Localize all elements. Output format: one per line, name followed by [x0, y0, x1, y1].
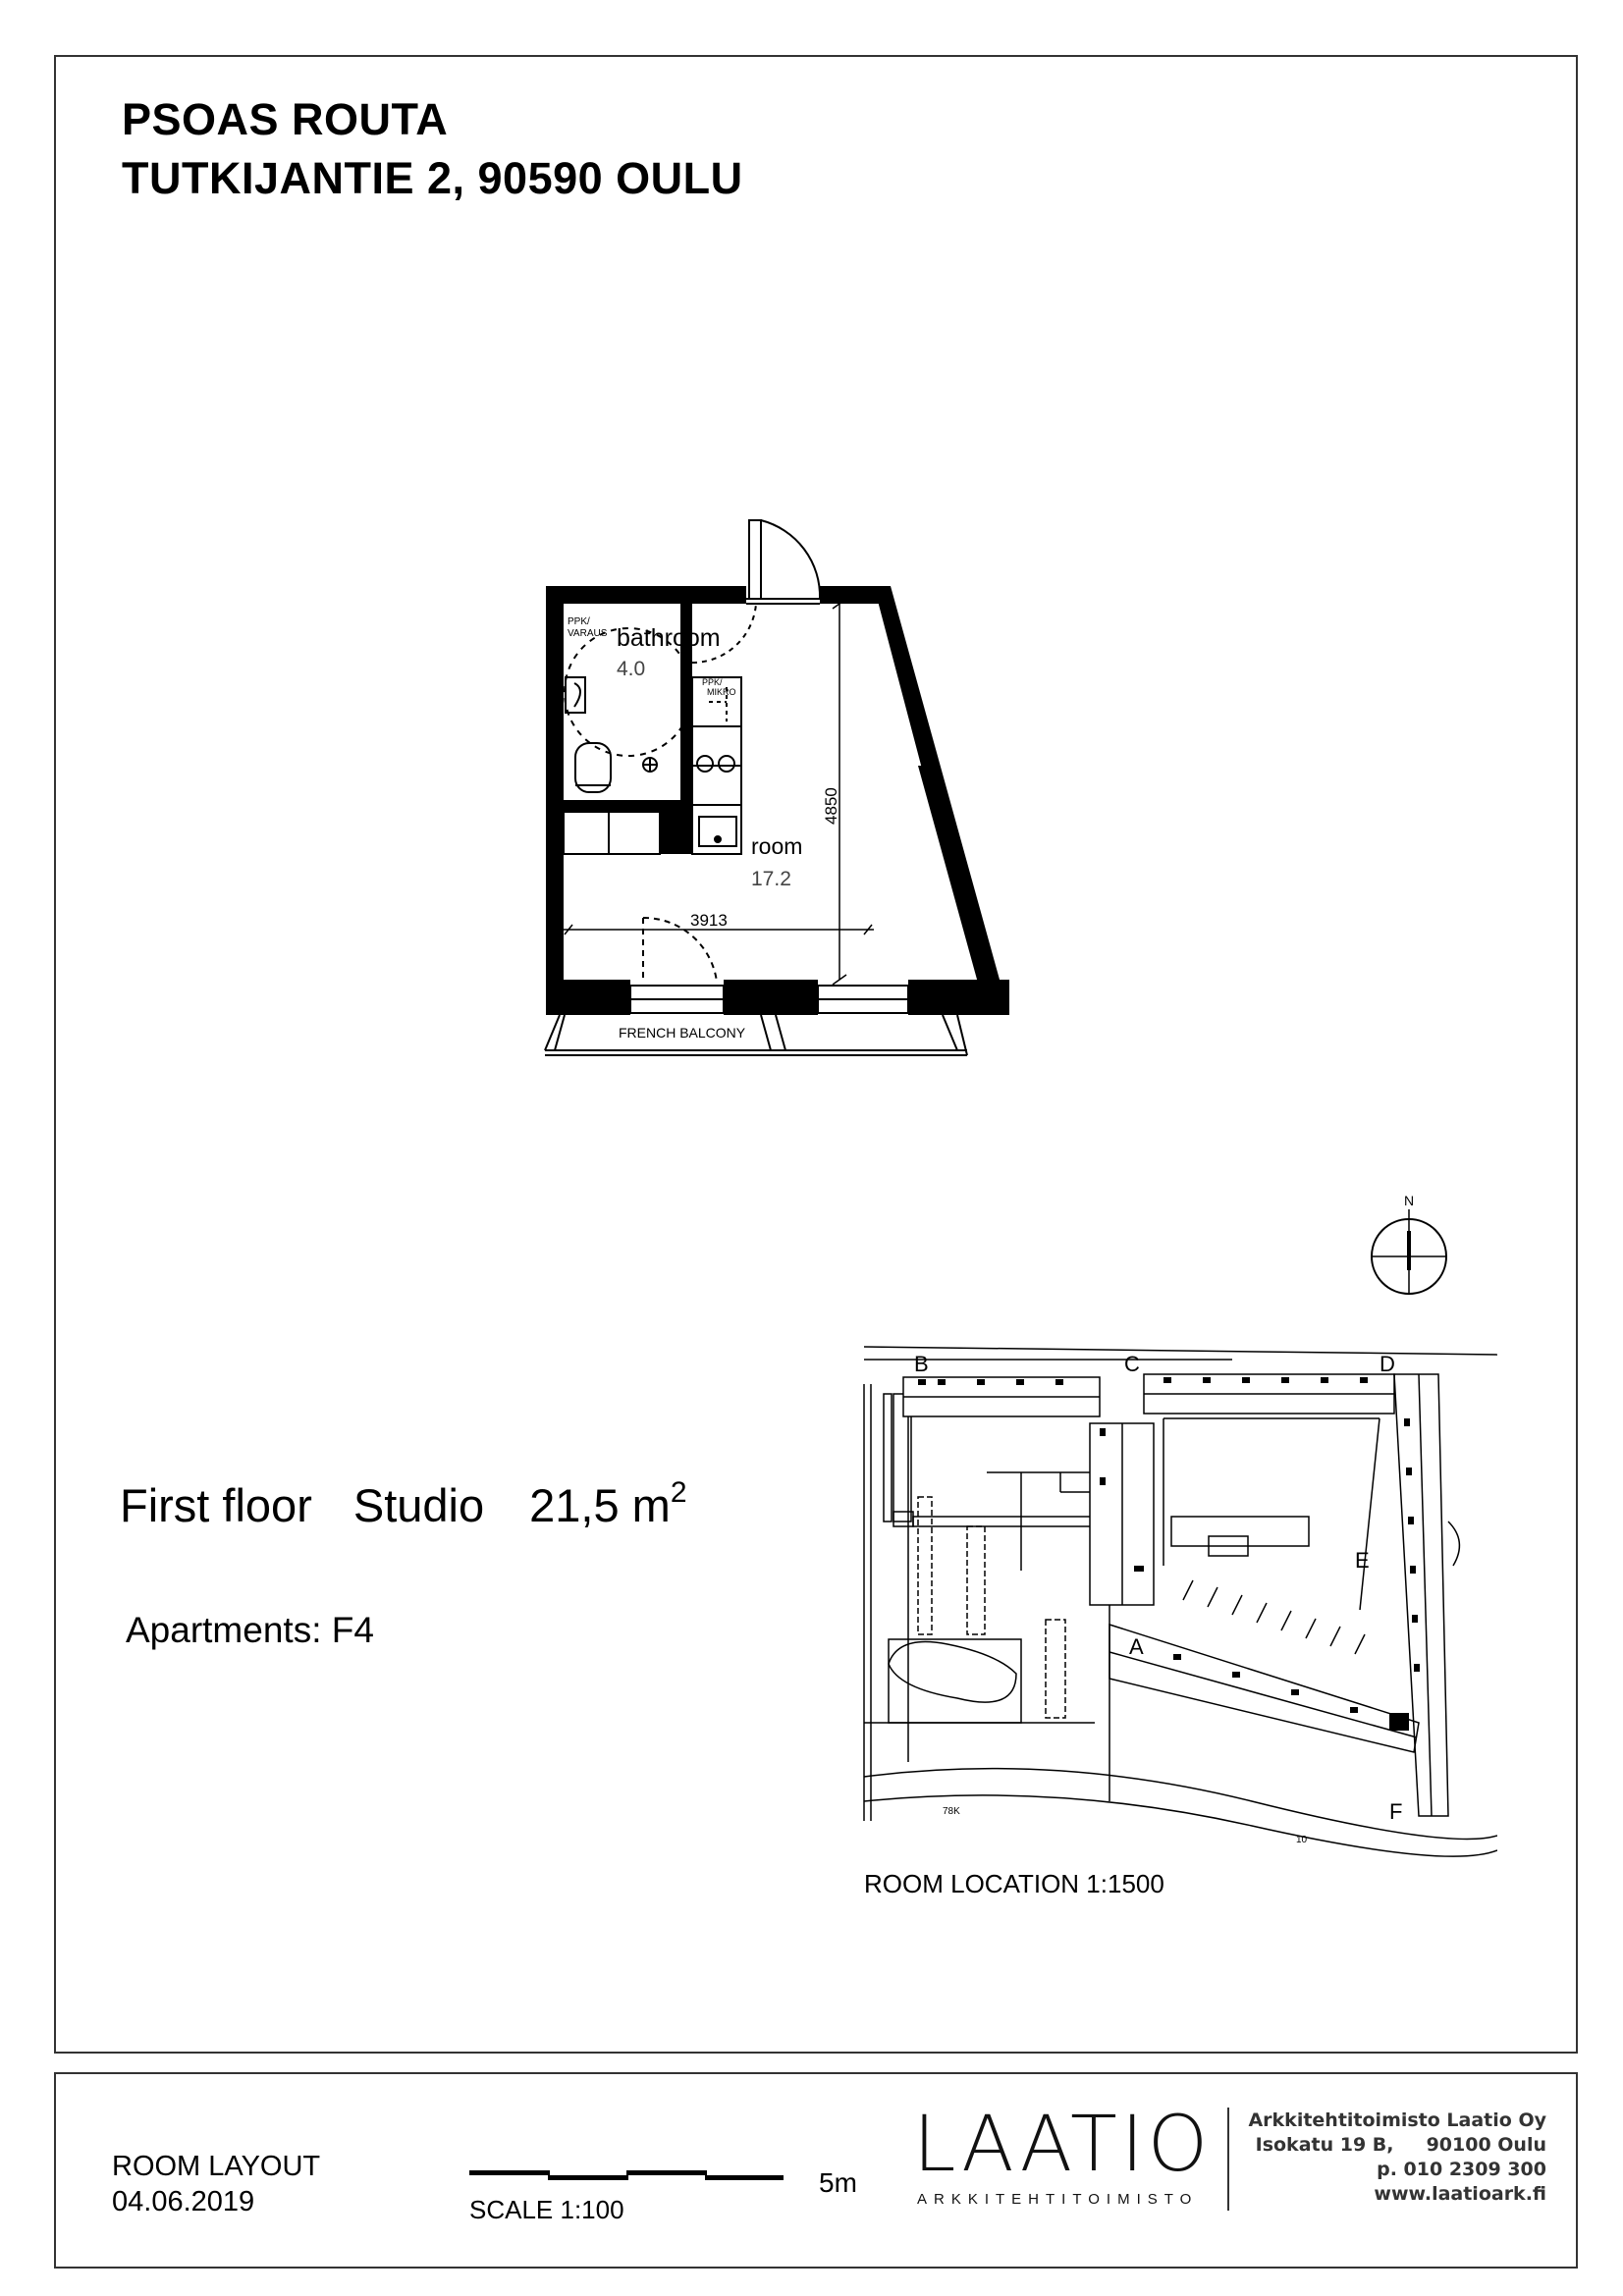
site-markers: [914, 1352, 1402, 1824]
project-title: PSOAS ROUTA: [122, 94, 449, 144]
balcony-railing: [545, 1015, 967, 1055]
scale-bar: [469, 2164, 813, 2194]
scale-end-label: 5m: [819, 2167, 857, 2198]
north-label: N: [1404, 1193, 1415, 1208]
company-address: Isokatu 19 B, 90100 Oulu: [1255, 2134, 1546, 2156]
unit-area: 21,5 m: [529, 1479, 671, 1531]
document-date: 04.06.2019: [112, 2186, 255, 2217]
room-area: 17.2: [751, 868, 791, 890]
marker-f: F: [1389, 1799, 1403, 1824]
unit-type: Studio: [352, 1479, 485, 1531]
ppk-label-2: VARAUS: [568, 628, 608, 639]
footer-divider: [1227, 2108, 1229, 2211]
apartments-list: Apartments: F4: [126, 1610, 374, 1650]
company-phone: p. 010 2309 300: [1377, 2159, 1546, 2180]
floor-name: First floor: [120, 1479, 312, 1531]
road-label-1: 78K: [943, 1806, 960, 1817]
road-label-2: 10: [1296, 1835, 1308, 1845]
laatio-logo: LAATIO: [913, 2101, 1213, 2189]
bathroom-area: 4.0: [617, 658, 646, 680]
room-label: room: [751, 833, 803, 859]
width-dimension: 3913: [690, 911, 728, 930]
wardrobe: [564, 812, 660, 854]
balcony-label: FRENCH BALCONY: [619, 1025, 746, 1041]
floor-plan: [530, 510, 1041, 1060]
site-plan-caption: ROOM LOCATION 1:1500: [864, 1869, 1164, 1898]
north-compass: [1365, 1188, 1453, 1296]
marker-c: C: [1124, 1352, 1140, 1376]
kitchenette: [692, 677, 741, 854]
marker-e: E: [1355, 1548, 1370, 1573]
depth-dimension: 4850: [822, 787, 840, 825]
marker-d: D: [1380, 1352, 1395, 1376]
company-website[interactable]: www.laatioark.fi: [1374, 2183, 1546, 2205]
company-name: Arkkitehtitoimisto Laatio Oy: [1248, 2109, 1546, 2131]
site-plan: [859, 1340, 1497, 1860]
company-address-block: [1247, 2109, 1546, 2207]
kitchen-label-2: MIKRO: [707, 687, 736, 697]
marker-b: B: [914, 1352, 929, 1376]
ppk-label-1: PPK/: [568, 616, 590, 627]
area-unit-sup: 2: [670, 1476, 687, 1509]
laatio-logo-subtitle: ARKKITEHTITOIMISTO: [917, 2191, 1199, 2208]
marker-a: A: [1129, 1634, 1144, 1659]
project-address: TUTKIJANTIE 2, 90590 OULU: [122, 153, 743, 203]
scale-label: SCALE 1:100: [469, 2195, 624, 2224]
entrance-door: [746, 520, 820, 604]
kitchen-label-1: PPK/: [702, 677, 723, 687]
document-type: ROOM LAYOUT: [112, 2151, 321, 2182]
bathroom-label: bathroom: [617, 624, 721, 652]
unit-summary: [120, 1476, 687, 1532]
